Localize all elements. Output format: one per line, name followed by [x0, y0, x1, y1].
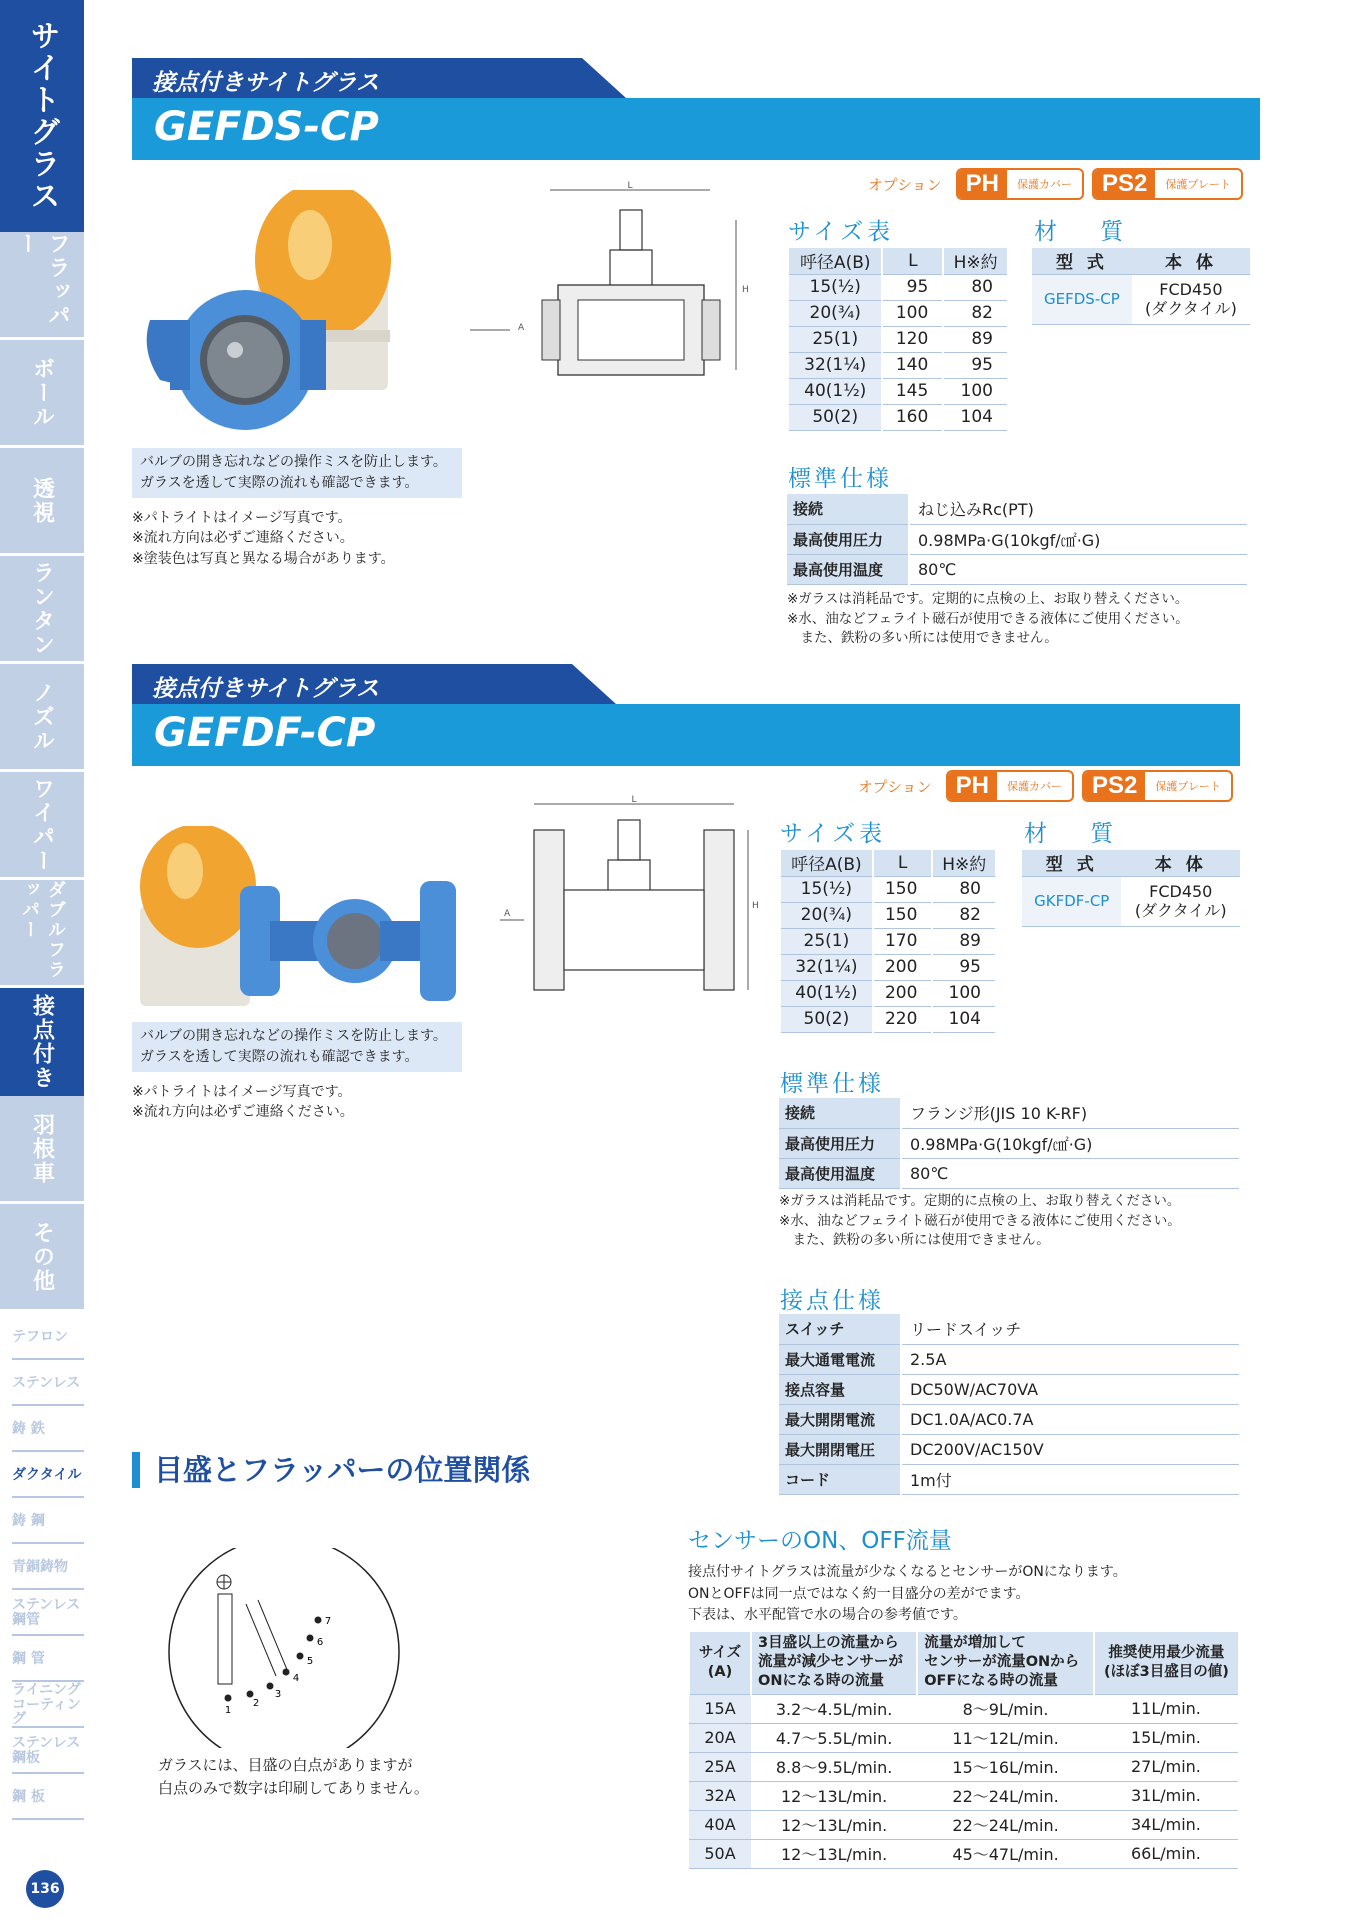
- material-tab-bronze[interactable]: 青銅鋳物: [12, 1546, 84, 1590]
- option-ph-badge[interactable]: PH 保護カバー: [946, 770, 1074, 802]
- svg-text:H: H: [742, 285, 749, 295]
- sidebar-tab-lantern[interactable]: ランタン: [0, 556, 84, 664]
- table-row: 40(1½) 200 100: [780, 980, 995, 1006]
- table-row: 最高使用温度 80℃: [779, 1158, 1239, 1188]
- material-tab-stainless-plate[interactable]: ステンレス鋼板: [12, 1730, 84, 1774]
- section1-banner: [132, 58, 1260, 160]
- sensor-header: 流量が増加して センサーが流量ONから OFFになる時の流量: [917, 1632, 1094, 1694]
- table-row: コード 1m付: [779, 1464, 1239, 1494]
- sidebar-tab-transparent[interactable]: 透視: [0, 448, 84, 556]
- section2-material-heading: 材 質: [1024, 821, 1132, 847]
- table-row: 最高使用圧力 0.98MPa·G(10kgf/㎠·G): [779, 1128, 1239, 1158]
- scale-diagram: [168, 1548, 408, 1748]
- section1-description: バルブの開き忘れなどの操作ミスを防止します。 ガラスを透して実際の流れも確認できます。: [132, 448, 462, 498]
- section1-spec-notes: ※ガラスは消耗品です。定期的に点検の上、お取り替えください。 ※水、油などフェライト磁石が使用できる液体にご使用ください。 また、鉄粉の多い所には使用できません。: [787, 591, 1189, 647]
- contact-spec-heading: 接点仕様: [780, 1288, 884, 1314]
- table-row: 25(1) 120 89: [788, 326, 1007, 352]
- section2-spec-table: [779, 1098, 1239, 1189]
- scale-mark-6: 6: [316, 1637, 324, 1648]
- svg-text:L: L: [627, 181, 633, 191]
- option-label: オプション: [858, 777, 932, 796]
- material-tab-steel-pipe[interactable]: 鋼 管: [12, 1638, 84, 1682]
- page-number: 136: [26, 1870, 64, 1908]
- material-tab-teflon[interactable]: テフロン: [12, 1316, 84, 1360]
- table-row: 接点容量 DC50W/AC70VA: [779, 1374, 1239, 1404]
- sensor-section-title: センサーのON、OFF流量: [688, 1528, 952, 1554]
- table-row: 15A 3.2～4.5L/min. 8～9L/min. 11L/min.: [689, 1694, 1238, 1723]
- section1-size-table: [787, 248, 1007, 431]
- table-row: 40A 12～13L/min. 22～24L/min. 34L/min.: [689, 1810, 1238, 1839]
- section2-product-photo: [130, 826, 460, 1026]
- table-row: 50(2) 160 104: [788, 404, 1007, 430]
- section2-spec-heading: 標準仕様: [780, 1071, 884, 1097]
- section1-subtitle: 接点付きサイトグラス: [132, 58, 582, 98]
- table-row: 20(¾) 100 82: [788, 300, 1007, 326]
- material-tab-stainless[interactable]: ステンレス: [12, 1362, 84, 1406]
- size-header: H※約: [943, 248, 1007, 274]
- section1-size-heading: サイズ表: [788, 219, 895, 245]
- option-ps2-badge[interactable]: PS2 保護プレート: [1092, 168, 1243, 200]
- table-row: 15(½) 95 80: [788, 274, 1007, 300]
- contact-spec-table: [779, 1314, 1239, 1495]
- section1-product-photo: [140, 190, 400, 440]
- table-row: 接続 フランジ形(JIS 10 K-RF): [779, 1098, 1239, 1128]
- scale-mark-2: 2: [252, 1698, 260, 1709]
- section2-material-table: 型 式 本 体 GKFDF-CP FCD450 (ダクタイル): [1022, 850, 1240, 927]
- scale-mark-1: 1: [224, 1705, 232, 1716]
- table-row: 20A 4.7～5.5L/min. 11～12L/min. 15L/min.: [689, 1723, 1238, 1752]
- section2-spec-notes: ※ガラスは消耗品です。定期的に点検の上、お取り替えください。 ※水、油などフェライト磁石が使用できる液体にご使用ください。 また、鉄粉の多い所には使用できません。: [779, 1193, 1181, 1249]
- size-header: 呼径A(B): [780, 850, 873, 876]
- size-header: H※約: [932, 850, 995, 876]
- section2-photo-notes: ※パトライトはイメージ写真です。 ※流れ方向は必ずご連絡ください。: [132, 1084, 354, 1121]
- option-ph-badge[interactable]: PH 保護カバー: [956, 168, 1084, 200]
- scale-mark-3: 3: [274, 1689, 282, 1700]
- sensor-description: 接点付サイトグラスは流量が少なくなるとセンサーがONになります。 ONとOFFは同一点ではなく約一目盛分の差がでます。 下表は、水平配管で水の場合の参考値です。: [688, 1564, 1127, 1624]
- table-row: 25(1) 170 89: [780, 928, 995, 954]
- scale-section-title: 目盛とフラッパーの位置関係: [132, 1452, 530, 1488]
- sensor-header: 3目盛以上の流量から 流量が減少センサーが ONになる時の流量: [751, 1632, 917, 1694]
- section1-title: GEFDS-CP: [132, 98, 1260, 160]
- section1-options: [868, 168, 1243, 200]
- sidebar-tab-flapper[interactable]: フラッパー: [0, 232, 84, 340]
- material-tab-cast-iron[interactable]: 鋳 鉄: [12, 1408, 84, 1452]
- table-row: 15(½) 150 80: [780, 876, 995, 902]
- scale-mark-5: 5: [306, 1656, 314, 1667]
- size-header: L: [882, 248, 943, 274]
- material-tab-steel-plate[interactable]: 鋼 板: [12, 1776, 84, 1820]
- sidebar-tab-nozzle[interactable]: ノズル: [0, 664, 84, 772]
- table-row: 最大開閉電圧 DC200V/AC150V: [779, 1434, 1239, 1464]
- section1-dimension-drawing: [470, 180, 770, 410]
- sidebar-tab-other[interactable]: その他: [0, 1204, 84, 1312]
- table-row: スイッチ リードスイッチ: [779, 1314, 1239, 1344]
- section2-title: GEFDF-CP: [132, 704, 1240, 766]
- section1-spec-table: [787, 494, 1247, 585]
- table-row: 最大開閉電流 DC1.0A/AC0.7A: [779, 1404, 1239, 1434]
- sidebar-tab-ball[interactable]: ボール: [0, 340, 84, 448]
- section1-material-table: 型 式 本 体 GEFDS-CP FCD450 (ダクタイル): [1032, 248, 1250, 325]
- option-label: オプション: [868, 175, 942, 194]
- table-row: 20(¾) 150 82: [780, 902, 995, 928]
- material-tab-stainless-pipe[interactable]: ステンレス鋼管: [12, 1592, 84, 1636]
- svg-text:L: L: [631, 795, 637, 805]
- table-row: 50(2) 220 104: [780, 1006, 995, 1032]
- table-row: 32A 12～13L/min. 22～24L/min. 31L/min.: [689, 1781, 1238, 1810]
- scale-note: ガラスには、目盛の白点がありますが 白点のみで数字は印刷してありません。: [158, 1756, 429, 1797]
- table-row: 50A 12～13L/min. 45～47L/min. 66L/min.: [689, 1839, 1238, 1868]
- sidebar-tab-double-flapper[interactable]: ダブルフラッパー: [0, 880, 84, 988]
- table-row: GEFDS-CP FCD450 (ダクタイル): [1032, 274, 1250, 324]
- section2-subtitle: 接点付きサイトグラス: [132, 664, 572, 704]
- sidebar-main-tab[interactable]: サイトグラス: [0, 0, 84, 232]
- table-row: 接続 ねじ込みRc(PT): [787, 494, 1247, 524]
- section2-size-table: [779, 850, 995, 1033]
- size-header: L: [873, 850, 933, 876]
- table-row: 最大通電電流 2.5A: [779, 1344, 1239, 1374]
- section1-photo-notes: ※パトライトはイメージ写真です。 ※流れ方向は必ずご連絡ください。 ※塗装色は写真と異なる場合があります。: [132, 510, 395, 567]
- option-ps2-badge[interactable]: PS2 保護プレート: [1082, 770, 1233, 802]
- sidebar: [0, 0, 84, 1920]
- section2-description: バルブの開き忘れなどの操作ミスを防止します。 ガラスを透して実際の流れも確認できます。: [132, 1022, 462, 1072]
- svg-text:H: H: [752, 901, 759, 911]
- material-tab-lining[interactable]: ライニングコーティング: [12, 1684, 84, 1728]
- section2-banner: [132, 664, 1240, 766]
- table-row: 最高使用温度 80℃: [787, 554, 1247, 584]
- table-row: 40(1½) 145 100: [788, 378, 1007, 404]
- table-row: 最高使用圧力 0.98MPa·G(10kgf/㎠·G): [787, 524, 1247, 554]
- sidebar-tab-contact[interactable]: 接点付き: [0, 988, 84, 1096]
- sidebar-tab-wiper[interactable]: ワイパー: [0, 772, 84, 880]
- scale-mark-7: 7: [324, 1616, 332, 1627]
- size-header: 呼径A(B): [788, 248, 882, 274]
- sensor-header: サイズ (A): [689, 1632, 751, 1694]
- svg-text:A: A: [504, 909, 511, 919]
- table-row: 32(1¼) 200 95: [780, 954, 995, 980]
- svg-text:A: A: [518, 323, 525, 333]
- sidebar-tab-impeller[interactable]: 羽根車: [0, 1096, 84, 1204]
- section2-dimension-drawing: [500, 790, 760, 1000]
- sensor-flow-table: [688, 1632, 1238, 1869]
- material-tab-ductile[interactable]: ダクタイル: [12, 1454, 84, 1498]
- scale-mark-4: 4: [292, 1673, 300, 1684]
- material-tab-cast-steel[interactable]: 鋳 鋼: [12, 1500, 84, 1544]
- table-row: 25A 8.8～9.5L/min. 15～16L/min. 27L/min.: [689, 1752, 1238, 1781]
- table-row: GKFDF-CP FCD450 (ダクタイル): [1022, 876, 1240, 926]
- sensor-header: 推奨使用最少流量 (ほぼ3目盛目の値): [1094, 1632, 1238, 1694]
- section2-options: [858, 770, 1233, 802]
- section2-size-heading: サイズ表: [780, 821, 887, 847]
- table-row: 32(1¼) 140 95: [788, 352, 1007, 378]
- section1-material-heading: 材 質: [1034, 219, 1142, 245]
- section1-spec-heading: 標準仕様: [788, 466, 892, 492]
